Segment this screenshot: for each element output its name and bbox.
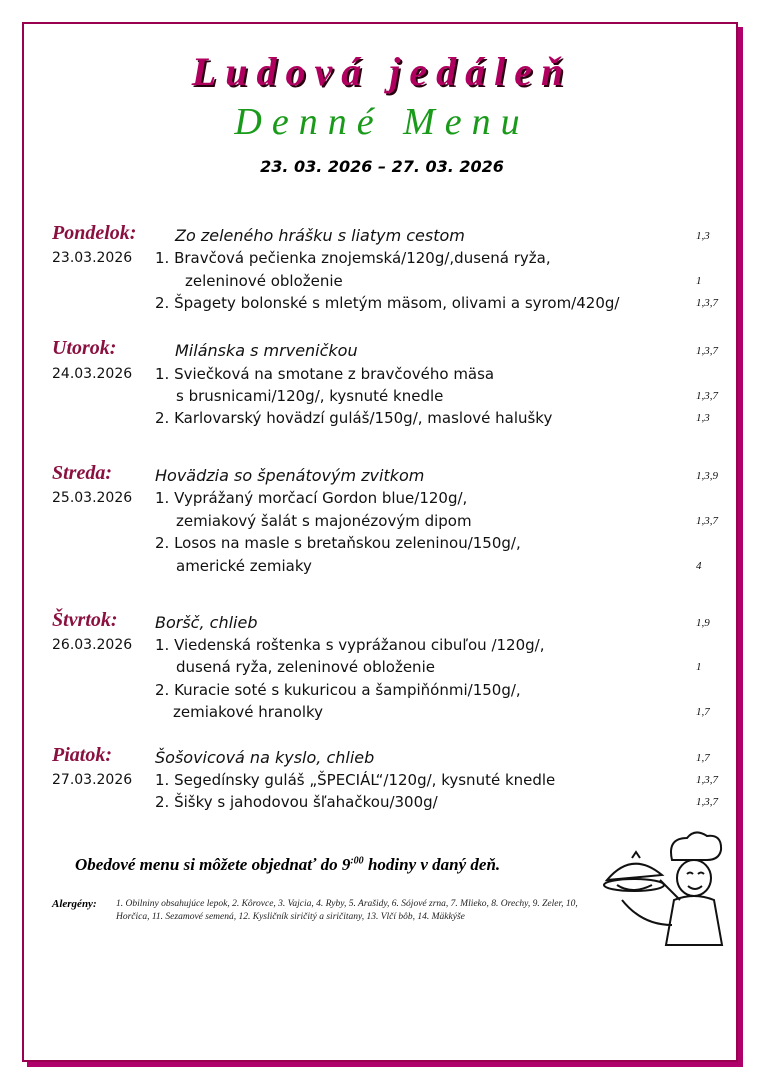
dish-text: 1. Segedínsky guláš „ŠPECIÁL“/120g/, kysnuté knedle [155, 771, 556, 789]
soup-name: Hovädzia so špenátovým zvitkom [155, 466, 425, 485]
allergen-codes: 1,7 [696, 752, 710, 764]
day-date: 26.03.2026 [52, 637, 133, 653]
note-text-end: hodiny v daný deň. [363, 855, 501, 874]
dish-text: 2. Šišky s jahodovou šľahačkou/300g/ [155, 793, 438, 811]
note-text: Obedové menu si môžete objednať do 9 [75, 855, 351, 874]
dish-row [0, 679, 764, 701]
dish-text: s brusnicami/120g/, kysnuté knedle [176, 387, 444, 405]
day-date: 25.03.2026 [52, 490, 133, 506]
dish-text: americké zemiaky [176, 557, 312, 575]
allergen-codes: 1,3,9 [696, 470, 718, 482]
dish-text: 1. Bravčová pečienka znojemská/120g/,dusená ryža, [155, 249, 551, 267]
dish-row [0, 487, 764, 509]
dish-row [0, 292, 764, 314]
allergen-codes: 4 [696, 560, 702, 572]
allergen-codes: 1,3,7 [696, 515, 718, 527]
dish-row [0, 532, 764, 554]
allergen-codes: 1,9 [696, 617, 710, 629]
allergen-codes: 1 [696, 661, 702, 673]
allergen-codes: 1,3 [696, 412, 710, 424]
dish-row [0, 769, 764, 791]
allergen-codes: 1,3 [696, 230, 710, 242]
restaurant-title: Ludová jedáleň [191, 49, 573, 94]
allergen-codes: 1,3,7 [696, 796, 718, 808]
menu-subtitle: Denné Menu [234, 101, 530, 143]
allergen-codes: 1,3,7 [696, 774, 718, 786]
day-name: Utorok: [52, 337, 117, 359]
allergen-codes: 1,3,7 [696, 345, 718, 357]
dish-row [0, 701, 764, 723]
dish-text: 2. Karlovarský hovädzí guláš/150g/, maslové halušky [155, 409, 553, 427]
soup-name: Zo zeleného hrášku s liatym cestom [175, 226, 465, 245]
dish-row [0, 791, 764, 813]
dish-row [0, 407, 764, 429]
dish-text: 1. Sviečková na smotane z bravčového mäsa [155, 365, 495, 383]
dish-row [0, 634, 764, 656]
dish-row [0, 510, 764, 532]
dish-text: 2. Losos na masle s bretaňskou zeleninou/150g/, [155, 534, 521, 552]
dish-text: 2. Špagety bolonské s mletým mäsom, olivami a syrom/420g/ [155, 294, 620, 312]
day-date: 24.03.2026 [52, 366, 133, 382]
soup-name: Boršč, chlieb [155, 613, 258, 632]
day-name: Piatok: [52, 744, 112, 766]
dish-text: 1. Vyprážaný morčací Gordon blue/120g/, [155, 489, 468, 507]
allergen-codes: 1 [696, 275, 702, 287]
note-time-sup: :00 [350, 855, 364, 867]
dish-row [0, 656, 764, 678]
dish-text: dusená ryža, zeleninové obloženie [176, 658, 435, 676]
dish-text: zemiakový šalát s majonézovým dipom [176, 512, 472, 530]
allergen-codes: 1,7 [696, 706, 710, 718]
dish-row [0, 270, 764, 292]
soup-row [0, 222, 764, 247]
soup-name: Milánska s mrveničkou [175, 341, 358, 360]
dish-text: zemiakové hranolky [173, 703, 324, 721]
dish-row [0, 247, 764, 269]
soup-row [0, 609, 764, 634]
dish-text: zeleninové obloženie [185, 272, 343, 290]
day-name: Pondelok: [52, 222, 137, 244]
allergen-codes: 1,3,7 [696, 390, 718, 402]
dish-row [0, 363, 764, 385]
date-range: 23. 03. 2026 – 27. 03. 2026 [260, 157, 504, 176]
allergen-codes: 1,3,7 [696, 297, 718, 309]
day-date: 23.03.2026 [52, 250, 133, 266]
day-date: 27.03.2026 [52, 772, 133, 788]
allergens-list: 1. Obilniny obsahujúce lepok, 2. Kôrovce, 3. Vajcia, 4. Ryby, 5. Arašidy, 6. Sójové zrna, 7. Mlieko, 8. Orechy, 9. Zeler, 10, Horčica, 11. Sezamové semená, 12. Kysličník siričitý a siričitany, 13. Vlčí bôb, 14. Mäkkýše [116, 899, 578, 922]
day-name: Štvrtok: [52, 609, 118, 631]
dish-text: 2. Kuracie soté s kukuricou a šampiňónmi/150g/, [155, 681, 521, 699]
allergens-label: Alergény: [52, 898, 97, 910]
chef-illustration-icon [602, 830, 737, 950]
soup-row [0, 462, 764, 487]
order-note [75, 855, 500, 875]
day-name: Streda: [52, 462, 112, 484]
dish-row [0, 385, 764, 407]
soup-row [0, 744, 764, 769]
dish-row [0, 555, 764, 577]
soup-row [0, 337, 764, 362]
dish-text: 1. Viedenská roštenka s vyprážanou cibuľou /120g/, [155, 636, 545, 654]
soup-name: Šošovicová na kyslo, chlieb [155, 748, 375, 767]
